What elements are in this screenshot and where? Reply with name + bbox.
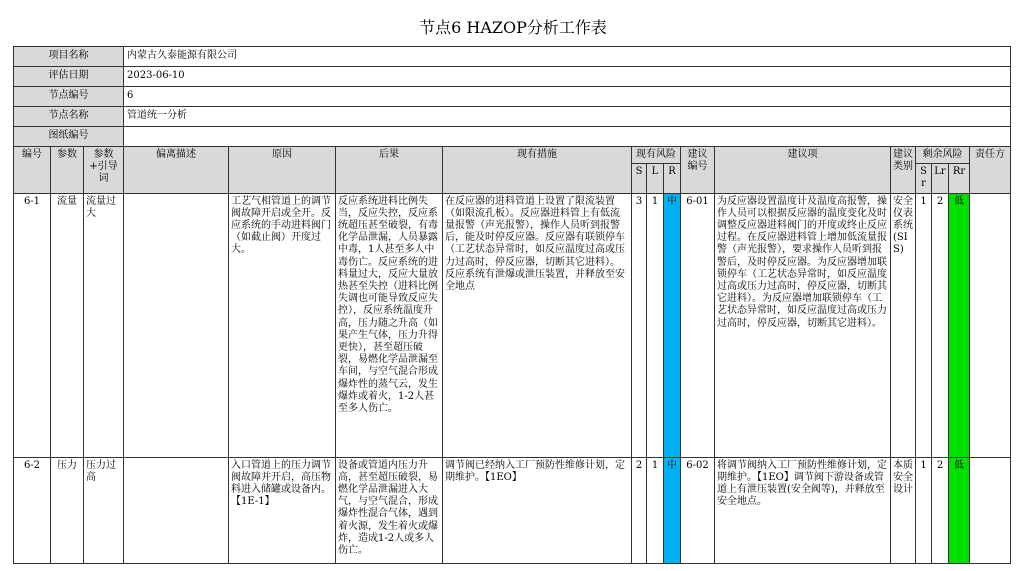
info-value: 6: [124, 87, 1011, 107]
info-value: 管道统一分析: [124, 107, 1011, 127]
row-sr: 1: [916, 457, 932, 563]
info-label: 评估日期: [14, 67, 124, 87]
info-row-date: [14, 67, 1011, 87]
info-row-node-name: [14, 107, 1011, 127]
row-rec-type: 本质安全设计: [891, 457, 916, 563]
header-residual-risk: 剩余风险: [916, 147, 970, 164]
row-sr: 1: [916, 193, 932, 457]
table-row: [14, 457, 1011, 563]
table-row: [14, 193, 1011, 457]
row-safeguards: 在反应器的进料管道上设置了限流装置（如限流孔板）。反应器进料管上有低流量报警（声光报警），操作人员听到报警后，能及时停反应器。反应器有联锁停车（工艺状态异常时，如反应温度过高或压力过高时，停反应器，切断其它进料）。反应系统有泄爆或泄压装置，并释放至安全地点: [443, 193, 632, 457]
header-l: L: [647, 164, 664, 193]
header-safeguards: 现有措施: [443, 147, 632, 194]
row-s: 3: [632, 193, 647, 457]
row-rec-no: 6-02: [681, 457, 715, 563]
row-consequence: 反应系统进料比例失当，反应失控，反应系统超压甚至破裂，有毒化学品泄漏，人员暴露中毒，1人甚至多人中毒伤亡。反应系统的进料量过大，反应大量放热甚至失控（进料比例失调也可能导致反应失控），反应系统温度升高，压力随之升高（如果产生气体，压力升得更快），甚至超压破裂，易燃化学品泄漏至车间，与空气混合形成爆炸性的蒸气云，发生爆炸或着火，1-2人甚至多人伤亡。: [336, 193, 443, 457]
header-cause: 原因: [229, 147, 336, 194]
header-owner: 责任方: [970, 147, 1011, 194]
row-param: 流量: [51, 193, 84, 457]
info-value: [124, 127, 1011, 147]
hazop-table: [13, 46, 1011, 564]
info-label: 图纸编号: [14, 127, 124, 147]
row-deviation: [124, 193, 229, 457]
row-guide: 流量过大: [84, 193, 124, 457]
header-rec-type: 建议类别: [891, 147, 916, 194]
header-deviation: 偏离描述: [124, 147, 229, 194]
info-label: 节点名称: [14, 107, 124, 127]
row-id: 6-2: [14, 457, 51, 563]
header-rec-no: 建议编号: [681, 147, 715, 194]
row-consequence: 设备或管道内压力升高，甚至超压破裂，易燃化学品泄漏进入大气，与空气混合，形成爆炸性混合气体，遇到着火源，发生着火或爆炸，造成1-2人或多人伤亡。: [336, 457, 443, 563]
row-param: 压力: [51, 457, 84, 563]
info-label: 节点编号: [14, 87, 124, 107]
row-rec-type: 安全仪表系统(SIS): [891, 193, 916, 457]
info-label: 项目名称: [14, 47, 124, 67]
header-sr: Sr: [916, 164, 932, 193]
row-owner: [970, 457, 1011, 563]
row-recommendation: 为反应器设置温度计及温度高报警，操作人员可以根据反应器的温度变化及时调整反应器进料阀门的开度或终止反应过程。在反应器进料管上增加低流量报警（声光报警），要求操作人员听到报警后，及时停反应器。为反应器增加联锁停车（工艺状态异常时，如反应温度过高或压力过高时，停反应器，切断其它进料）。为反应器增加联锁停车（工艺状态异常时，如反应温度过高或压力过高时，停反应器，切断其它进料）。: [715, 193, 891, 457]
row-recommendation: 将调节阀纳入工厂预防性维修计划，定期维护。【1EO】调节阀下游设备或管道上有泄压装置(安全阀等)，并释放至安全地点。: [715, 457, 891, 563]
row-s: 2: [632, 457, 647, 563]
row-id: 6-1: [14, 193, 51, 457]
row-r-badge: 中: [664, 457, 681, 563]
header-row: [14, 147, 1011, 164]
header-s: S: [632, 164, 647, 193]
row-safeguards: 调节阀已经纳入工厂预防性维修计划，定期维护。【1EO】: [443, 457, 632, 563]
header-param: 参数: [51, 147, 84, 194]
row-guide: 压力过高: [84, 457, 124, 563]
row-cause: 入口管道上的压力调节阀故障并开启，高压物料进入储罐或设备内。【1E-1】: [229, 457, 336, 563]
row-rr-badge: 低: [949, 193, 970, 457]
row-deviation: [124, 457, 229, 563]
header-id: 编号: [14, 147, 51, 194]
row-r-badge: 中: [664, 193, 681, 457]
page-title: 节点6 HAZOP分析工作表: [419, 18, 607, 37]
header-recommendation: 建议项: [715, 147, 891, 194]
row-owner: [970, 193, 1011, 457]
row-lr: 2: [932, 193, 949, 457]
row-lr: 2: [932, 457, 949, 563]
header-lr: Lr: [932, 164, 949, 193]
row-l: 1: [647, 193, 664, 457]
header-current-risk: 现有风险: [632, 147, 681, 164]
header-rr: Rr: [949, 164, 970, 193]
header-param-guide: 参数+引导词: [84, 147, 124, 194]
info-value: 内蒙古久泰能源有限公司: [124, 47, 1011, 67]
info-row-project: [14, 47, 1011, 67]
header-consequence: 后果: [336, 147, 443, 194]
info-row-drawing: [14, 127, 1011, 147]
row-rec-no: 6-01: [681, 193, 715, 457]
row-rr-badge: 低: [949, 457, 970, 563]
info-value: 2023-06-10: [124, 67, 1011, 87]
row-l: 1: [647, 457, 664, 563]
info-row-node-no: [14, 87, 1011, 107]
row-cause: 工艺气相管道上的调节阀故障开启或全开。反应系统的手动进料阀门（如截止阀）开度过大。: [229, 193, 336, 457]
header-r: R: [664, 164, 681, 193]
